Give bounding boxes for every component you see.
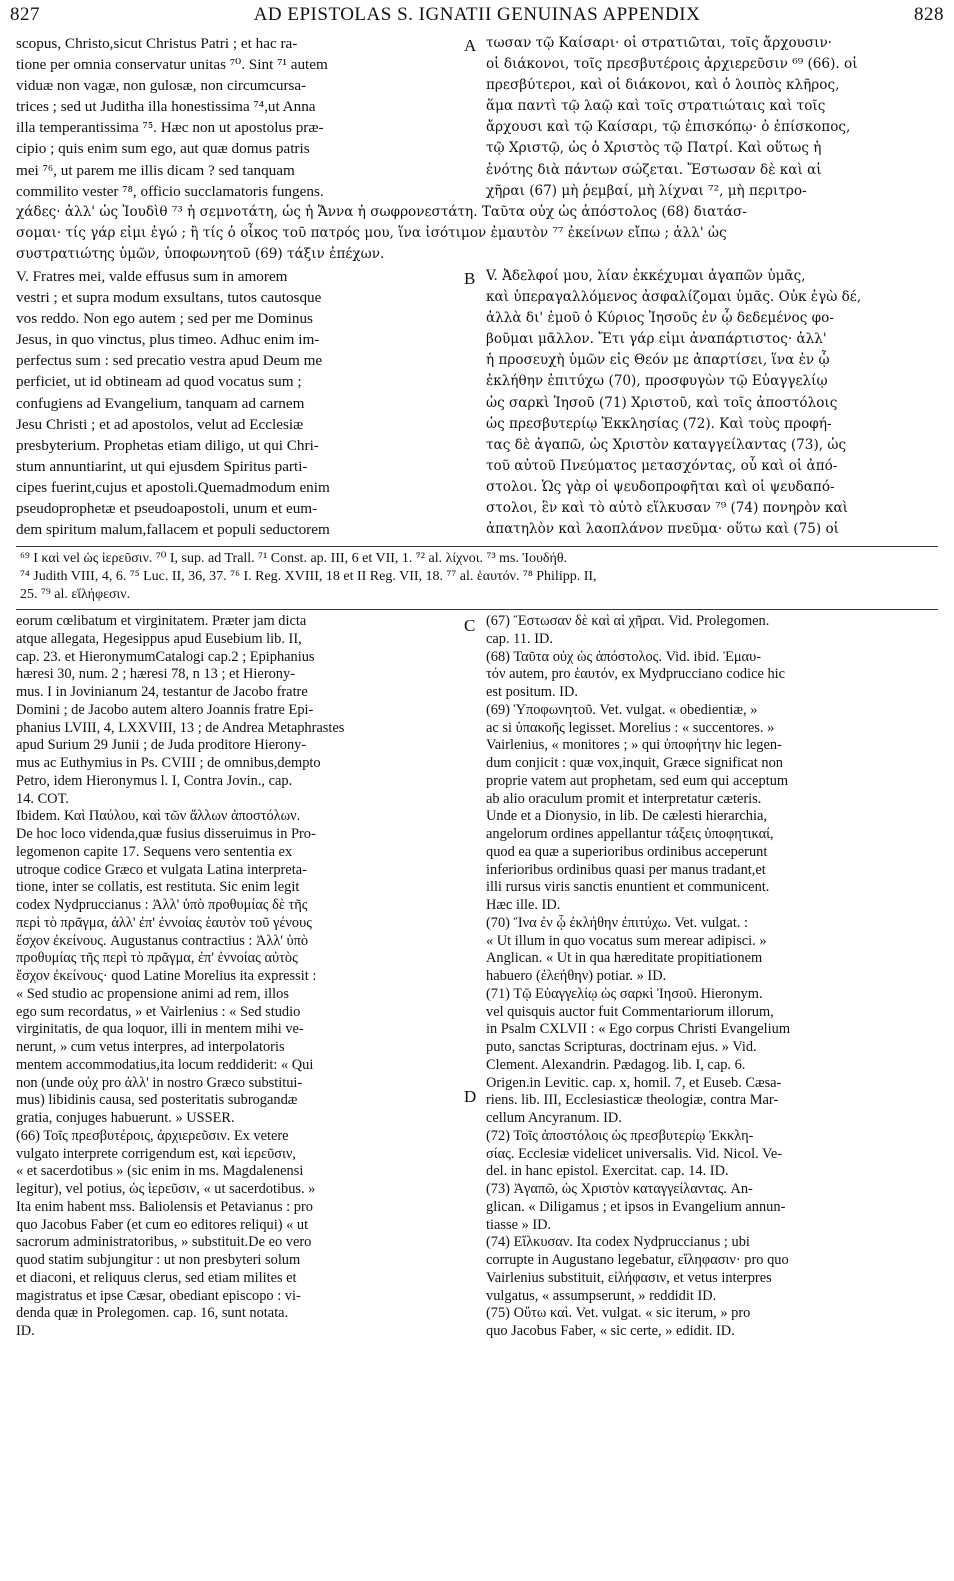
commentary-line: Unde et a Dionysio, in lib. De cælesti hierarchia, — [486, 808, 767, 825]
commentary-line: ego sum recordatus, » et Vairlenius : « Sed studio — [16, 1003, 301, 1020]
commentary-line: mus ac Euthymius in Ps. CVIII ; de omnibus,dempto — [16, 755, 321, 771]
latin-text-chapter-v — [16, 266, 459, 540]
text-line: cipio ; quis enim sum ego, aut quæ domus patris — [16, 140, 310, 158]
commentary-line: angelorum ordines appellantur τάξεις ὑποφητικαί, — [486, 826, 774, 842]
commentary-line: « Sed studio ac propensione animi ad rem, illos — [16, 985, 289, 1002]
commentary-line: vulgatus, « assumpserunt, » reddidit ID. — [486, 1287, 717, 1304]
commentary-line: puto, sanctas Scripturas, doctrinam ejus. » Vid. — [486, 1039, 757, 1055]
commentary-line: mus. I in Jovinianum 24, testantur de Jacobo fratre — [16, 684, 308, 700]
text-line: commilito vester ⁷⁸, officio succlamatoris fungens. — [16, 182, 324, 200]
commentary-line: (67) Ἔστωσαν δὲ καὶ αἱ χῆραι. Vid. Prolegomen. — [486, 613, 770, 629]
commentary-line: mentem accommodatius,ita locum reddiderit: « Qui — [16, 1056, 314, 1073]
footnotes — [20, 550, 934, 604]
commentary-line: eorum cœlibatum et virginitatem. Præter jam dicta — [16, 613, 307, 629]
text-line: ὡς σαρκὶ Ἰησοῦ (71) Χριστοῦ, καὶ τοῖς ἀποστόλοις — [486, 394, 838, 411]
commentary-line: inferioribus ordinibus quasi per manus tradant,et — [486, 861, 766, 878]
commentary-line: Domini ; de Jacobo autem altero Joannis fratre Epi- — [16, 701, 314, 718]
commentary-line: (71) Τῷ Εὐαγγελίῳ ὡς σαρκὶ Ἰησοῦ. Hieronym. — [486, 985, 763, 1002]
text-line: χῆραι (67) μὴ ῥεμβαί, μὴ λίχναι ⁷², μὴ περιτρο- — [486, 182, 807, 199]
commentary-line: τόν autem, pro ἑαυτόν, ex Mydpruccianο codice hic — [486, 666, 786, 683]
text-line: confugiens ad Evangelium, tanquam ad carnem — [16, 394, 305, 412]
commentary-line: « et sacerdotibus » (sic enim in ms. Magdalenensi — [16, 1163, 304, 1180]
commentary-line: (74) Εἵλκυσαν. Ita codex Nydpruccianus ; ubi — [486, 1234, 750, 1251]
commentary-line: Hæc ille. ID. — [486, 897, 561, 913]
text-line: ἐκλήθην ἐπιτύχω (70), προσφυγὼν τῷ Εὐαγγελίῳ — [486, 373, 828, 390]
commentary-line: (72) Τοῖς ἀποστόλοις ὡς πρεσβυτερίῳ Ἐκκλη- — [486, 1127, 754, 1144]
commentary-line: legitur), vel potius, ὡς ἱερεῦσιν, « ut sacerdotibus. » — [16, 1181, 316, 1197]
commentary-line: dum conjicit : quæ vox,inquit, Græce significat non — [486, 755, 783, 771]
margin-marker-c: C — [464, 616, 476, 635]
text-line: πρεσβύτεροι, καὶ οἱ διάκονοι, καὶ ὁ λοιπὸς κλῆρος, — [486, 77, 840, 94]
running-header — [10, 4, 944, 30]
commentary-line: apud Surium 29 Junii ; de Juda proditore Hierony- — [16, 737, 307, 754]
commentary-line: Vairlenius substituit, εἰλήφασιν, et vetus interpres — [486, 1269, 772, 1286]
text-line: trices ; sed ut Juditha illa honestissima ⁷⁴,ut Anna — [16, 98, 316, 116]
text-line: vestri ; et supra modum exsultans, tutos cautosque — [16, 289, 322, 307]
commentary-line: virginitatis, de qua loquor, illi in mentem mihi ve- — [16, 1021, 304, 1038]
commentary-line: ab alio oraculum promit et interpretatur cæteris. — [486, 790, 762, 807]
commentary-line: cap. 23. et HieronymumCatalogi cap.2 ; Epiphanius — [16, 648, 315, 665]
text-line: σομαι· τίς γάρ εἰμι ἐγώ ; ἢ τίς ὁ οἶκος τοῦ πατρός μου, ἵνα ἰσότιμον ἐμαυτὸν ⁷⁷ ἐκείνων εἴπω ; ἀλλ' ὡς — [16, 225, 727, 241]
text-line: tione per omnia conservatur unitas ⁷⁰. Sint ⁷¹ autem — [16, 56, 328, 74]
text-line: cipes fuerint,cujus et apostoli.Quemadmodum enim — [16, 478, 330, 496]
commentary-line: cellum Ancyranum. ID. — [486, 1110, 622, 1126]
commentary-line: 14. COT. — [16, 790, 69, 807]
commentary-line: Anglican. « Ut in qua hæreditate propitiationem — [486, 950, 763, 967]
footnote-line: ⁶⁹ Ι καὶ vel ὡς ἱερεῦσιν. ⁷⁰ I, sup. ad Trall. ⁷¹ Const. ap. III, 6 et VII, 1. ⁷² al. λίχνοι. ⁷³ ms. Ἰουδήθ. — [20, 551, 568, 566]
commentary-line: vulgato interprete corrigendum est, καὶ ἱερεῦσιν, — [16, 1145, 296, 1162]
commentary-line: (66) Τοῖς πρεσβυτέροις, ἀρχιερεῦσιν. Ex vetere — [16, 1127, 289, 1144]
commentary-line: quo Jacobus Faber, « sic certe, » edidit. ID. — [486, 1323, 735, 1339]
text-line: ἀπατηλὸν καὶ λαοπλάνον πνεῦμα· οὕτω καὶ (75) οἱ — [486, 521, 840, 538]
commentary-line: (70) Ἵνα ἐν ᾧ ἐκλήθην ἐπιτύχω. Vet. vulgat. : — [486, 914, 749, 931]
commentary-line: « Ut illum in quo vocatus sum merear adipisci. » — [486, 932, 767, 949]
commentary-line: ac si ὑπακοῆς legisset. Morelius : « succentores. » — [486, 719, 775, 736]
commentary-line: habuero (ἐλεήθην) potiar. » ID. — [486, 968, 667, 984]
commentary-line: περὶ τὸ πρᾶγμα, ἀλλ' ἐπ' ἐννοίας ἑαυτὸν τοῦ γένους — [16, 914, 312, 931]
text-line: mei ⁷⁶, ut parem me illis dicam ? sed tanquam — [16, 161, 295, 179]
commentary-right-column — [486, 613, 938, 1341]
commentary-line: Origen.in Levitic. cap. x, homil. 7, et Euseb. Cæsa- — [486, 1074, 782, 1091]
text-line: τῷ Χριστῷ, ὡς ὁ Χριστὸς τῷ Πατρί. Καὶ οὕτως ἡ — [486, 140, 822, 157]
page-number-left: 827 — [10, 4, 40, 25]
commentary-line: (73) Ἀγαπῶ, ὡς Χριστὸν καταγγείλαντας. An- — [486, 1181, 753, 1197]
commentary-line: illi rursus viris sanctis enuntient et communicent. — [486, 879, 770, 896]
latin-text-top — [16, 33, 459, 202]
commentary-line: corrupte in Augustano legebatur, εἴληφασιν· pro quo — [486, 1252, 789, 1268]
greek-text-top — [486, 33, 938, 202]
commentary-line: quod statim subjungitur : ut non presbyteri solum — [16, 1252, 301, 1268]
greek-text-spanning — [16, 202, 938, 265]
text-line: Jesus, in quo vinctus, plus timeo. Adhuc enim im- — [16, 331, 320, 349]
footnote-line: ⁷⁴ Judith VIII, 4, 6. ⁷⁵ Luc. II, 36, 37. ⁷⁶ I. Reg. XVIII, 18 et II Reg. VII, 18. ⁷⁷ al. ἑαυτόν. ⁷⁸ Philipp. II, — [20, 569, 597, 584]
commentary-line: tione, inter se collatis, est restituta. Sic enim legit — [16, 879, 300, 896]
text-line: στολοι, ἓν καὶ τὸ αὐτὸ εἵλκυσαν ⁷⁹ (74) πονηρὸν καὶ — [486, 500, 848, 517]
text-line: pseudoprophetæ et pseudoapostoli, unum et eum- — [16, 500, 318, 518]
text-line: viduæ non vagæ, non gulosæ, non circumcursa- — [16, 77, 307, 95]
text-line: οἱ διάκονοι, τοῖς πρεσβυτέροις ἀρχιερεῦσιν ⁶⁹ (66). οἱ — [486, 56, 858, 73]
text-line: τωσαν τῷ Καίσαρι· οἱ στρατιῶται, τοῖς ἄρχουσιν· — [486, 35, 833, 51]
footnote-rule — [16, 546, 938, 547]
commentary-line: del. in hanc epistol. Exercitat. cap. 14. ID. — [486, 1163, 729, 1180]
commentary-line: tiasse » ID. — [486, 1216, 552, 1233]
text-line: presbyterium. Prophetas etiam diligo, ut qui Chri- — [16, 436, 319, 454]
text-line: τας δὲ ἀγαπῶ, ὡς Χριστὸν καταγγείλαντας (73), ὡς — [486, 436, 847, 453]
margin-marker-d: D — [464, 1087, 477, 1106]
text-line: vos reddo. Non ego autem ; sed per me Dominus — [16, 310, 313, 328]
commentary-line: nerunt, » cum vetus interpres, ad interpolatoris — [16, 1039, 285, 1055]
text-line: τοῦ αὐτοῦ Πνεύματος μετασχόντας, οὗ καὶ οἱ ἀπό- — [486, 457, 838, 474]
commentary-line: σίας. Ecclesiæ videlicet universalis. Vid. Nicol. Ve- — [486, 1145, 783, 1162]
greek-text-chapter-v — [486, 266, 938, 540]
text-line: βοῦμαι μᾶλλον. Ἔτι γάρ εἰμι ἀναπάρτιστος· ἀλλ' — [486, 331, 827, 348]
text-line: illa temperantissima ⁷⁵. Hæc non ut apostolus præ- — [16, 119, 324, 137]
margin-marker-a: A — [464, 36, 477, 55]
commentary-line: hæresi 30, num. 2 ; hæresi 78, n 13 ; et Hierony- — [16, 666, 295, 683]
text-line: scopus, Christo,sicut Christus Patri ; et hac ra- — [16, 35, 298, 52]
commentary-line: est positum. ID. — [486, 684, 578, 700]
commentary-line: vel quisquis auctor fuit Commentariorum illorum, — [486, 1003, 774, 1020]
commentary-line: utroque codice Græco et vulgata Latina interpreta- — [16, 861, 307, 878]
margin-marker-b: B — [464, 269, 476, 288]
commentary-line: De hoc loco videnda,quæ fusius disseruimus in Pro- — [16, 826, 316, 842]
commentary-line: non (unde οὐχ pro ἀλλ' in nostro Græco substitui- — [16, 1074, 303, 1091]
commentary-line: (69) Ὑποφωνητοῦ. Vet. vulgat. « obedientiæ, » — [486, 701, 758, 718]
commentary-line: phanius LVIII, 4, LXXVIII, 13 ; de Andrea Metaphrastes — [16, 719, 345, 736]
text-line: χάδες· ἀλλ' ὡς Ἰουδὶθ ⁷³ ἡ σεμνοτάτη, ὡς ἡ Ἄννα ἡ σωφρονεστάτη. Ταῦτα οὐχ ὡς ἀπόστολος (68) διατάσ- — [16, 204, 747, 220]
text-line: συστρατιώτης ὑμῶν, ὑποφωνητοῦ (69) τάξιν ἐπέχων. — [16, 246, 385, 262]
text-line: dem spiritum malum,fallacem et populi seductorem — [16, 521, 330, 539]
commentary-line: magistratus et ipse Cæsar, obediant episcopo : vi- — [16, 1287, 301, 1304]
commentary-line: glican. « Diligamus ; et ipsos in Evangelium annun- — [486, 1198, 786, 1215]
commentary-line: (68) Ταῦτα οὐχ ὡς ἀπόστολος. Vid. ibid. Ἐμαυ- — [486, 648, 762, 665]
commentary-rule — [16, 609, 938, 610]
commentary-line: sacrorum administratoribus, » substituit.De eo vero — [16, 1234, 312, 1251]
running-title: AD EPISTOLAS S. IGNATII GENUINAS APPENDIX — [253, 4, 701, 25]
text-line: V. Ἀδελφοί μου, λίαν ἐκκέχυμαι ἀγαπῶν ὑμᾶς, — [486, 268, 806, 284]
commentary-line: ἔσχον ἐκείνους. Augustanus contractius : Ἀλλ' ὑπὸ — [16, 932, 309, 949]
footnote-line: 25. ⁷⁹ al. εἵλήφεσιν. — [20, 587, 131, 602]
commentary-line: in Psalm CXLVII : « Ego corpus Christi Evangelium — [486, 1021, 791, 1038]
text-line: perfectus sum : sed precatio vestra apud Deum me — [16, 352, 323, 370]
text-line: στολοι. Ὡς γὰρ οἱ ψευδοπροφῆται καὶ οἱ ψευδαπό- — [486, 478, 835, 495]
commentary-line: cap. 11. ID. — [486, 630, 553, 647]
commentary-line: proprie vatem aut prophetam, sed eum qui acceptum — [486, 772, 789, 789]
text-line: ἅμα παντὶ τῷ λαῷ καὶ τοῖς στρατιώταις καὶ τοῖς — [486, 98, 826, 115]
commentary-line: Clement. Alexandrin. Pædagog. lib. I, cap. 6. — [486, 1056, 746, 1073]
commentary-line: Petro, idem Hieronymus l. I, Contra Jovin., cap. — [16, 772, 293, 789]
commentary-left-column — [16, 613, 459, 1341]
commentary-line: atque allegata, Hegesippus apud Eusebium lib. II, — [16, 630, 302, 647]
text-line: V. Fratres mei, valde effusus sum in amorem — [16, 268, 288, 285]
commentary-line: quod ea quæ a superioribus ordinibus acceperunt — [486, 843, 768, 860]
text-line: stum annuntiarint, ut qui ejusdem Spiritus parti- — [16, 457, 308, 475]
commentary-line: mus) libidinis causa, sed posteritatis subrogandæ — [16, 1092, 298, 1109]
text-line: ἑνότης διὰ πάντων σώζεται. Ἔστωσαν δὲ καὶ αἱ — [486, 161, 822, 178]
commentary-line: (75) Οὕτω καὶ. Vet. vulgat. « sic iterum, » pro — [486, 1305, 751, 1322]
commentary-line: riens. lib. III, Ecclesiasticæ theologiæ, contra Mar- — [486, 1092, 779, 1109]
page-number-right: 828 — [914, 4, 944, 25]
commentary-line: Vairlenius, « monitores ; » qui ὑποφήτην hic legen- — [486, 737, 782, 754]
commentary-line: legomenon capite 17. Sequens vero sententia ex — [16, 843, 293, 860]
commentary-line: ID. — [16, 1323, 35, 1339]
commentary-line: quo Jacobus Faber (et cum eo editores reliqui) « ut — [16, 1216, 309, 1233]
text-line: ἡ προσευχὴ ὑμῶν εἰς Θεόν με ἀπαρτίσει, ἵνα ἐν ᾧ — [486, 352, 830, 369]
commentary-line: denda quæ in Prolegomen. cap. 16, sunt notata. — [16, 1305, 289, 1322]
text-line: perficiet, ut id obtineam ad quod vocatus sum ; — [16, 373, 302, 391]
commentary-line: gratia, conjuges habuerunt. » USSER. — [16, 1110, 235, 1126]
text-line: ὡς πρεσβυτερίῳ Ἐκκλησίας (72). Καὶ τοὺς προφή- — [486, 415, 832, 432]
commentary-line: ἔσχον ἐκείνους· quod Latine Morelius ita expressit : — [16, 968, 317, 984]
text-line: ἀλλὰ δι' ἐμοῦ ὁ Κύριος Ἰησοῦς ἐν ᾧ δεδεμένος φο- — [486, 310, 834, 327]
commentary-line: Ita enim habent mss. Baliolensis et Petavianus : pro — [16, 1198, 313, 1215]
text-line: καὶ ὑπεραγαλλόμενος ἀσφαλίζομαι ὑμᾶς. Οὐκ ἐγὼ δέ, — [486, 289, 862, 306]
text-line: ἄρχουσι καὶ τῷ Καίσαρι, τῷ ἐπισκόπῳ· ὁ ἐπίσκοπος, — [486, 119, 851, 136]
commentary-line: προθυμίας τῆς περὶ τὸ πρᾶγμα, ἐπ' ἐννοίας αὐτὸς — [16, 950, 298, 967]
commentary-line: Ibidem. Καὶ Παύλου, καὶ τῶν ἄλλων ἀποστόλων. — [16, 808, 301, 825]
commentary-line: et diaconi, et reliquus clerus, sed etiam milites et — [16, 1269, 297, 1286]
commentary-line: codex Nydpruccianus : Ἀλλ' ὑπὸ προθυμίας δὲ τῆς — [16, 897, 308, 913]
text-line: Jesu Christi ; et ad apostolos, velut ad Ecclesiæ — [16, 415, 304, 433]
